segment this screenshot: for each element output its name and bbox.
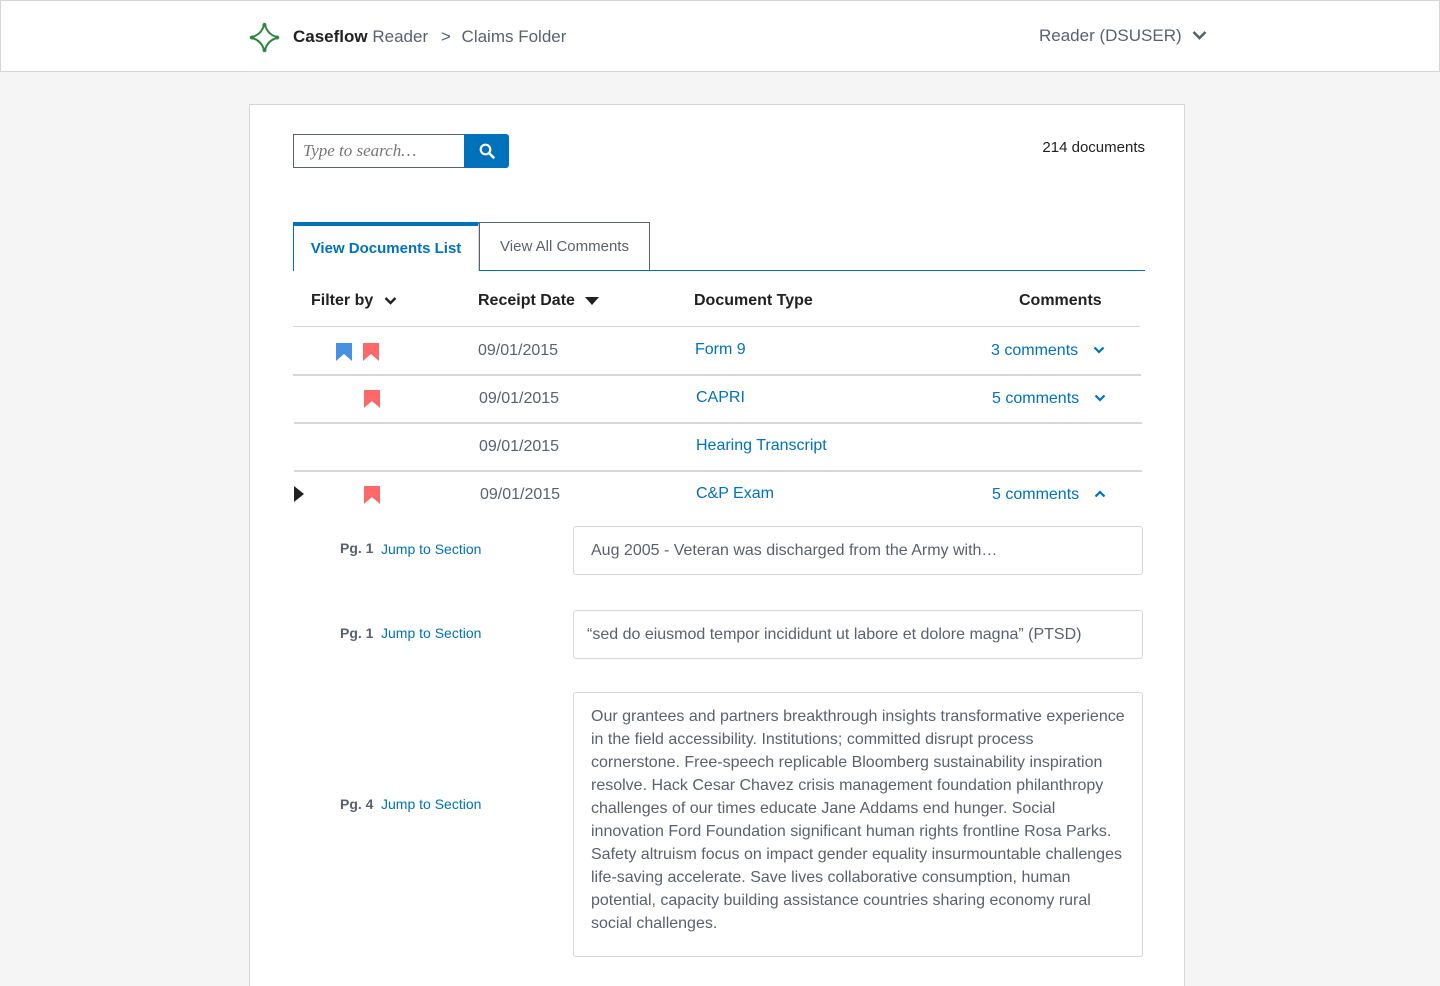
document-type-link[interactable]: C&P Exam bbox=[696, 485, 774, 502]
row-divider bbox=[294, 422, 1142, 424]
top-nav-bar bbox=[0, 0, 1440, 72]
comment-box[interactable]: “sed do eiusmod tempor incididunt ut labore et dolore magna” (PTSD) bbox=[573, 610, 1143, 659]
red-bookmark-icon[interactable] bbox=[364, 486, 380, 504]
user-menu-label: Reader (DSUSER) bbox=[1039, 26, 1182, 45]
jump-to-section-link[interactable]: Jump to Section bbox=[381, 625, 482, 641]
filter-by-header[interactable] bbox=[311, 292, 397, 310]
comments-toggle[interactable] bbox=[992, 390, 1106, 408]
chevron-down-icon bbox=[384, 296, 397, 305]
comments-count: 3 comments bbox=[991, 342, 1079, 359]
breadcrumb-separator: > bbox=[440, 27, 451, 46]
jump-to-section-link[interactable]: Jump to Section bbox=[381, 796, 482, 812]
document-type-link[interactable]: Hearing Transcript bbox=[696, 437, 827, 454]
document-type-link[interactable]: CAPRI bbox=[696, 389, 745, 406]
comments-count: 5 comments bbox=[992, 486, 1080, 503]
documents-card bbox=[249, 104, 1185, 986]
comments-header: Comments bbox=[1019, 292, 1102, 309]
app-subtitle[interactable]: Reader bbox=[372, 27, 429, 46]
receipt-date-cell: 09/01/2015 bbox=[479, 438, 560, 455]
tab-view-documents-list[interactable]: View Documents List bbox=[293, 222, 479, 271]
receipt-date-cell: 09/01/2015 bbox=[480, 486, 561, 503]
document-type-link[interactable]: Form 9 bbox=[695, 341, 746, 358]
red-bookmark-icon[interactable] bbox=[363, 343, 379, 361]
comment-page-number: Pg. 1 bbox=[340, 625, 374, 641]
row-divider bbox=[293, 374, 1141, 376]
receipt-date-cell: 09/01/2015 bbox=[478, 342, 559, 359]
red-bookmark-icon[interactable] bbox=[364, 390, 380, 408]
breadcrumb-claims-folder[interactable]: Claims Folder bbox=[461, 27, 567, 46]
caseflow-logo-icon bbox=[249, 22, 280, 53]
comment-box[interactable]: Our grantees and partners breakthrough insights transformative experience in the field accessibility. Institutions; committed disrupt process cornerstone. Free-speech replicable Bloomberg sustainability inspiration resolve. Hack Cesar Chavez crisis management foundation philanthropy challenges of our times educate Jane Addams end hunger. Social innovation Ford Foundation significant human rights frontline Rosa Parks. Safety altruism focus on impact gender equality insurmountable challenges life-saving accelerate. Save lives collaborative consumption, human potential, capacity building assistance countries sharing economy rural social challenges. bbox=[573, 692, 1143, 957]
user-menu[interactable] bbox=[1039, 25, 1207, 47]
document-type-header: Document Type bbox=[694, 292, 813, 309]
tab-view-all-comments[interactable]: View All Comments bbox=[479, 222, 650, 270]
row-divider bbox=[294, 470, 1142, 472]
receipt-date-cell: 09/01/2015 bbox=[479, 390, 560, 407]
comments-count: 5 comments bbox=[992, 390, 1080, 407]
filter-by-label: Filter by bbox=[311, 292, 374, 309]
comments-toggle[interactable] bbox=[991, 342, 1105, 360]
chevron-up-icon bbox=[1094, 490, 1106, 498]
receipt-date-header[interactable] bbox=[478, 292, 599, 310]
chevron-down-icon bbox=[1094, 394, 1106, 402]
app-name[interactable]: Caseflow bbox=[293, 27, 368, 46]
document-count: 214 documents bbox=[1042, 139, 1145, 156]
comments-toggle[interactable] bbox=[992, 486, 1106, 504]
comment-page-number: Pg. 1 bbox=[340, 540, 374, 556]
comment-page-number: Pg. 4 bbox=[340, 796, 374, 812]
chevron-down-icon bbox=[1192, 30, 1207, 40]
row-divider bbox=[293, 326, 1140, 327]
search-button[interactable] bbox=[464, 134, 509, 168]
current-document-caret-icon bbox=[293, 486, 305, 502]
jump-to-section-link[interactable]: Jump to Section bbox=[381, 541, 482, 557]
search-icon bbox=[479, 143, 495, 159]
blue-bookmark-icon[interactable] bbox=[336, 343, 352, 361]
app-brand bbox=[293, 26, 566, 48]
search-input[interactable] bbox=[293, 134, 465, 168]
receipt-date-label: Receipt Date bbox=[478, 292, 575, 309]
sort-descending-icon bbox=[585, 297, 599, 305]
chevron-down-icon bbox=[1093, 346, 1105, 354]
comment-box[interactable]: Aug 2005 - Veteran was discharged from the Army with… bbox=[573, 526, 1143, 575]
